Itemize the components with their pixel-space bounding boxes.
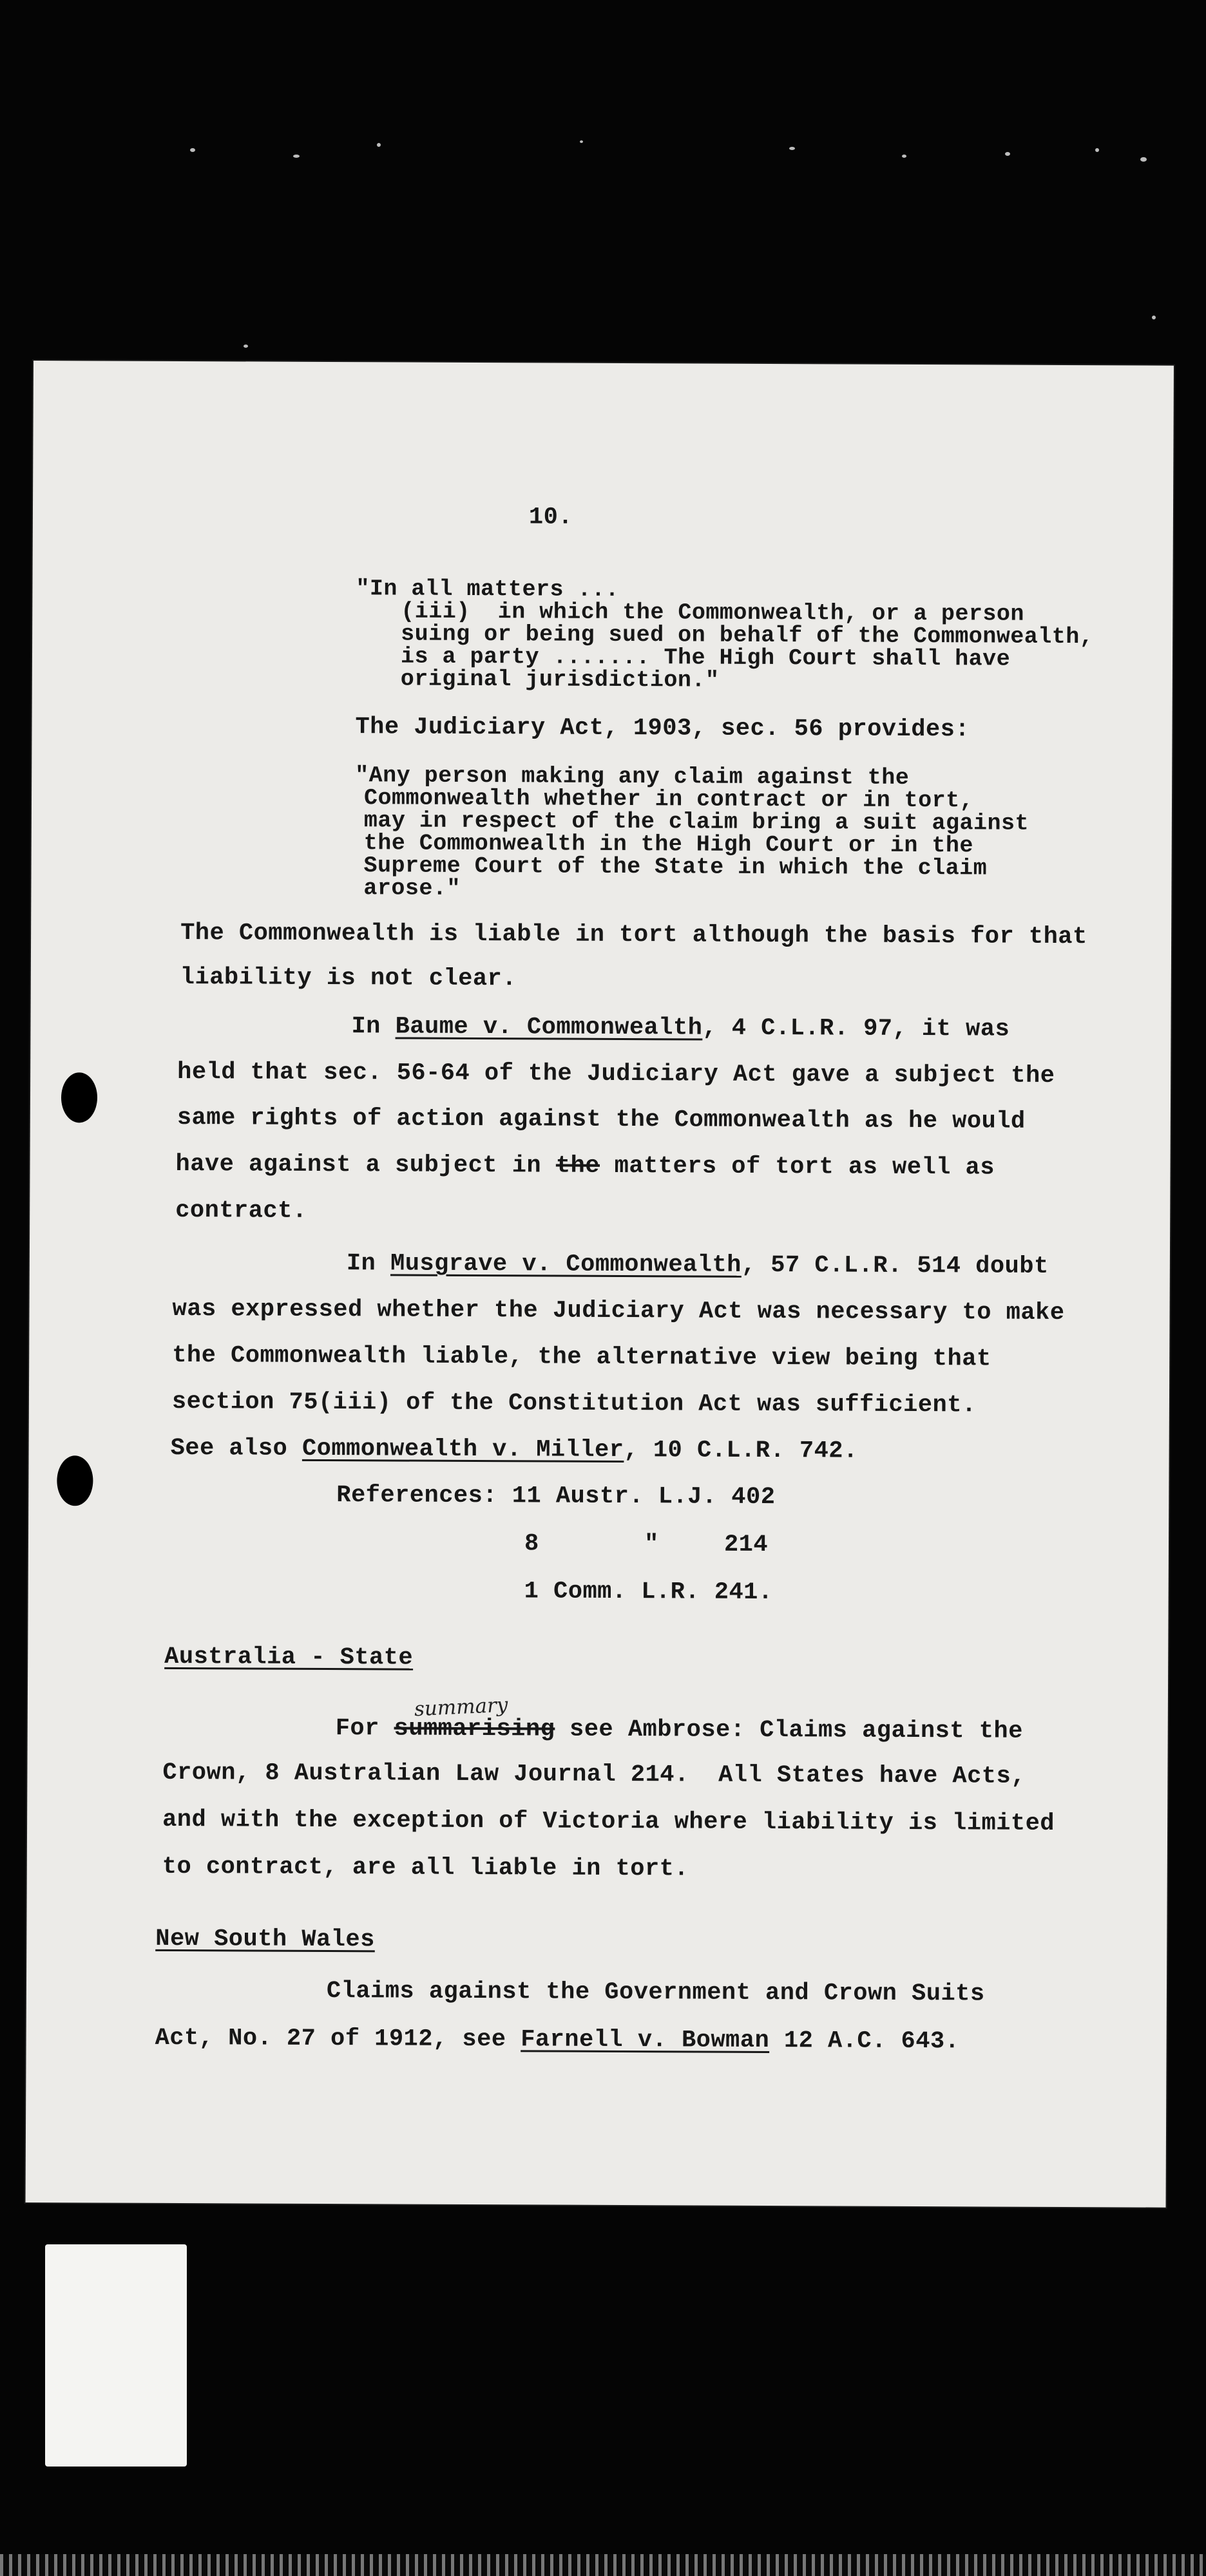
body-line: was expressed whether the Judiciary Act was necessary to make [172,1295,1065,1327]
body-line: See also Commonwealth v. Miller, 10 C.L.R. 742. [170,1434,858,1465]
quote-line: "In all matters ... [356,576,620,603]
case-citation: Musgrave v. Commonwealth [390,1250,742,1279]
quote-line: original jurisdiction." [400,666,720,694]
body-line: to contract, are all liable in tort. [162,1853,689,1883]
body-line: and with the exception of Victoria where liability is limited [162,1806,1055,1837]
body-line: Act, No. 27 of 1912, see Farnell v. Bowman 12 A.C. 643. [155,2024,960,2056]
judiciary-act-intro: The Judiciary Act, 1903, sec. 56 provides: [355,714,970,744]
quote-line: suing or being sued on behalf of the Commonwealth, [401,621,1094,650]
quote-line: Commonwealth whether in contract or in tort, [363,785,974,814]
body-line: In Musgrave v. Commonwealth, 57 C.L.R. 514 doubt [346,1250,1049,1280]
body-line: section 75(iii) of the Constitution Act was sufficient. [171,1388,977,1419]
film-label-tab [45,2244,187,2467]
section-heading: Australia - State [164,1643,414,1672]
document-page [26,361,1174,2208]
punch-hole [61,1072,97,1122]
section-heading: New South Wales [155,1925,375,1954]
body-line: Crown, 8 Australian Law Journal 214. All States have Acts, [162,1759,1026,1790]
quote-line: the Commonwealth in the High Court or in the [363,830,973,859]
references-line: " [644,1531,659,1558]
references-line: References: 11 Austr. L.J. 402 [336,1482,776,1511]
body-line: The Commonwealth is liable in tort although the basis for that [180,920,1087,951]
scanner-specks [0,129,1206,187]
quote-line: arose." [363,875,461,902]
body-line: the Commonwealth liable, the alternative view being that [172,1341,991,1373]
quote-line: may in respect of the claim bring a suit against [363,808,1029,837]
punch-hole [57,1455,93,1506]
case-citation: Baume v. Commonwealth [395,1013,703,1042]
body-line: contract. [175,1197,307,1225]
struck-word: summarising [394,1715,555,1743]
body-line: In Baume v. Commonwealth, 4 C.L.R. 97, it was [351,1013,1010,1043]
references-line: 1 Comm. L.R. 241. [524,1578,773,1607]
case-citation: Farnell v. Bowman [521,2026,770,2055]
quote-line: Supreme Court of the State in which the claim [363,853,988,882]
quote-line: "Any person making any claim against the [355,762,910,791]
references-line: 214 [723,1531,769,1558]
body-line: same rights of action against the Commonwealth as he would [177,1104,1026,1135]
references-line: 8 [524,1530,539,1558]
quote-line: is a party ....... The High Court shall have [400,643,1011,672]
body-line: liability is not clear. [180,964,517,993]
body-line: For summarising see Ambrose: Claims against the [335,1715,1023,1745]
handwritten-correction: summary [414,1693,509,1721]
quote-line: (iii) in which the Commonwealth, or a person [401,598,1025,627]
body-line: held that sec. 56-64 of the Judiciary Act gave a subject the [177,1058,1055,1090]
struck-word: the [555,1152,600,1180]
case-citation: Commonwealth v. Miller [302,1435,624,1464]
body-line: have against a subject in the matters of tort as well as [175,1150,995,1182]
film-edge [0,2554,1206,2576]
page-number: 10. [528,504,573,531]
body-line: Claims against the Government and Crown Suits [326,1978,985,2008]
